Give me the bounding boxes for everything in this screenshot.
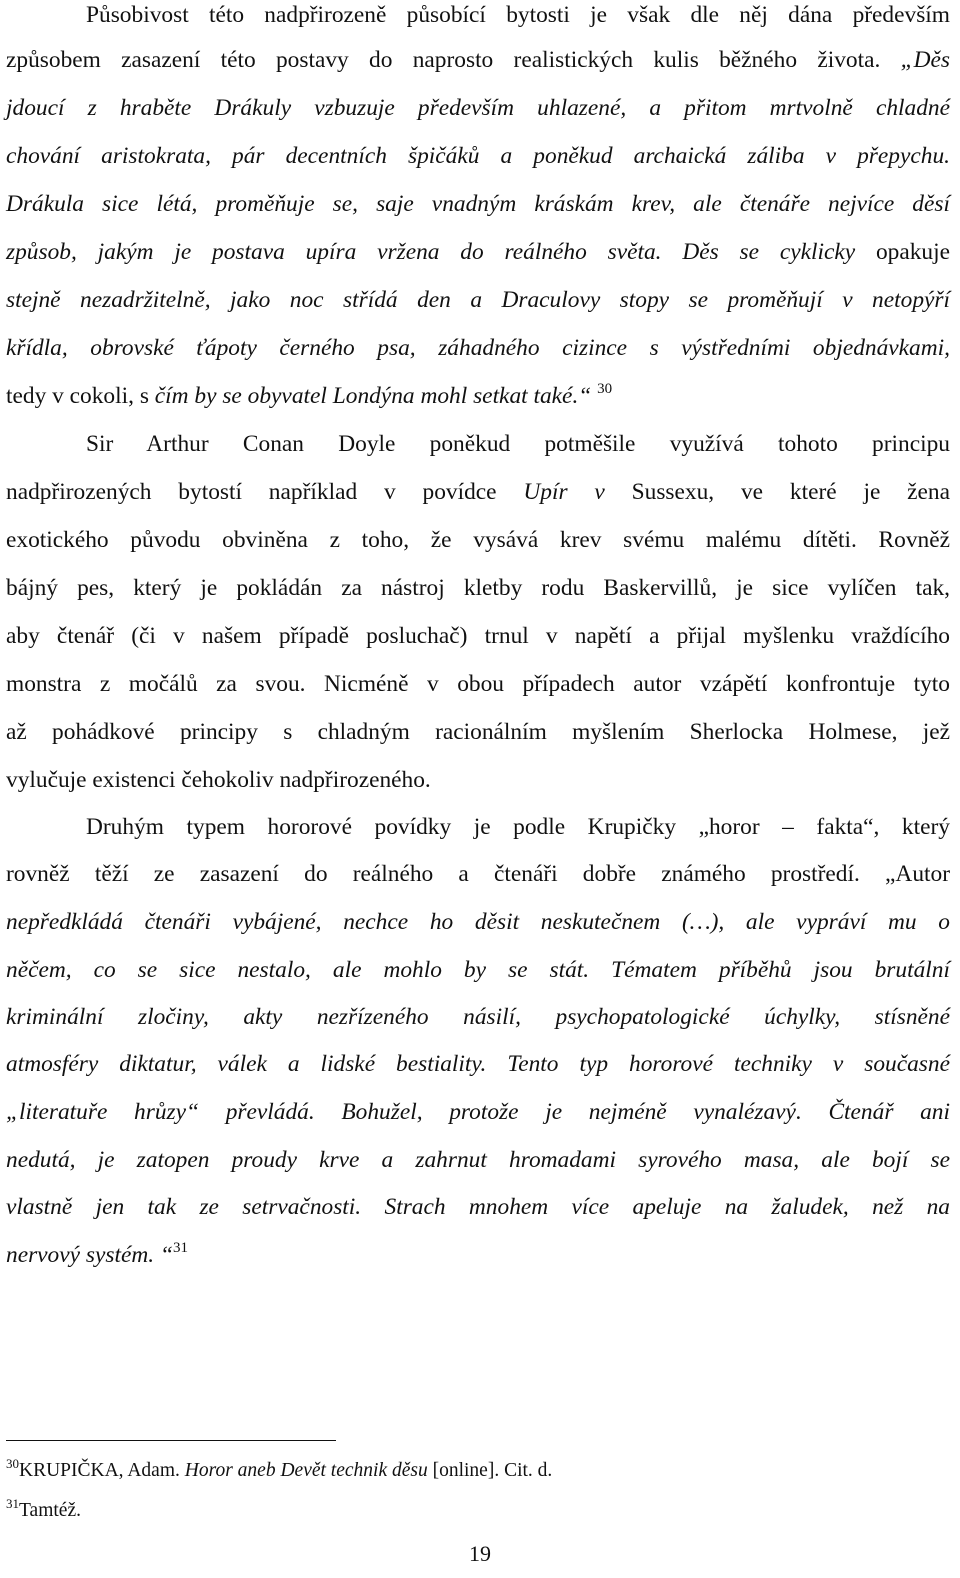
text-line	[6, 859, 950, 889]
text-run: exotického původu obviněna z toho, že vysává krev svému malému dítěti. Rovněž	[6, 527, 950, 553]
quote-run: chování aristokrata, pár decentních špičáků a poněkud archaická záliba v přepychu.	[6, 143, 950, 169]
text-run: způsobem zasazení této postavy do naprosto realistických kulis běžného života.	[6, 47, 901, 73]
text-line	[6, 0, 950, 30]
text-run: až pohádkové principy s chladným racionálním myšlením Sherlocka Holmese, jež	[6, 719, 950, 745]
quote-run: „Děs	[900, 47, 950, 73]
text-run: Druhým typem hororové povídky je podle Krupičky „horor – fakta“, který	[86, 814, 950, 840]
text-line	[6, 381, 950, 414]
quote-run: stejně nezadržitelně, jako noc střídá den a Draculovy stopy se proměňují v netopýří	[6, 287, 950, 313]
story-title: Upír v	[523, 479, 605, 505]
footnote-31	[6, 1496, 81, 1524]
quote-run: něčem, co se sice nestalo, ale mohlo by se stát. Tématem příběhů jsou brutální	[6, 957, 950, 983]
quote-run: nepředkládá čtenáři vybájené, nechce ho děsit neskutečnem (…), ale vypráví mu o	[6, 909, 950, 935]
closing-quote: “	[578, 383, 592, 409]
text-line	[6, 189, 950, 219]
text-line	[6, 237, 950, 267]
quote-run: „literatuře hrůzy“ převládá. Bohužel, protože je nejméně vynalézavý. Čtenář ani	[6, 1099, 950, 1125]
text-line	[6, 285, 950, 315]
text-line	[6, 141, 950, 171]
footnote-number: 30	[6, 1456, 19, 1471]
quote-run: čím by se obyvatel Londýna mohl setkat také.	[154, 383, 579, 409]
quote-run: nervový systém.	[6, 1242, 155, 1268]
quote-run: Drákula sice létá, proměňuje se, saje vnadným kráskám krev, ale čtenáře nejvíce děsí	[6, 191, 950, 217]
footnote-source: [online]. Cit. d.	[427, 1460, 553, 1481]
text-line	[6, 955, 950, 985]
closing-quote: “	[159, 1242, 173, 1268]
footnote-30	[6, 1456, 553, 1484]
text-run: Sir Arthur Conan Doyle poněkud potměšile využívá tohoto principu	[86, 431, 950, 457]
text-line	[6, 765, 950, 795]
text-line	[6, 525, 950, 555]
text-line	[6, 93, 950, 123]
footnote-author: KRUPIČKA, Adam.	[19, 1460, 185, 1481]
text-line	[6, 717, 950, 747]
text-line	[6, 477, 950, 507]
quote-run: kriminální zločiny, akty nezřízeného násilí, psychopatologické úchylky, stísněné	[6, 1004, 950, 1030]
footnote-number: 31	[6, 1496, 19, 1511]
text-line	[6, 429, 950, 459]
footnote-reference-31: 31	[172, 1240, 188, 1256]
text-run: opakuje	[875, 239, 950, 265]
text-run: aby čtenář (či v našem případě posluchač) trnul v napětí a přijal myšlenku vraždícího	[6, 623, 950, 649]
text-run: rovněž těží ze zasazení do reálného a čtenáři dobře známého prostředí.	[6, 861, 886, 887]
page-number: 19	[469, 1541, 491, 1566]
quote-run: jdoucí z hraběte Drákuly vzbuzuje především uhlazené, a přitom mrtvolně chladné	[6, 95, 950, 121]
text-run: nadpřirozených bytostí například v povídce	[6, 479, 524, 505]
text-line	[6, 1145, 950, 1175]
footnote-reference-30: 30	[597, 381, 613, 397]
text-line	[6, 621, 950, 651]
footnote-separator	[6, 1440, 336, 1441]
text-line	[6, 333, 950, 363]
text-line	[6, 812, 950, 842]
text-run: vylučuje existenci čehokoliv nadpřirozeného.	[6, 767, 431, 793]
text-line	[6, 669, 950, 699]
quote-run: „Autor	[885, 861, 950, 887]
footnote-title: Horor aneb Devět technik děsu	[184, 1460, 428, 1481]
text-line	[6, 1002, 950, 1032]
quote-run: nedutá, je zatopen proudy krve a zahrnut hromadami syrového masa, ale bojí se	[6, 1147, 950, 1173]
text-run: tedy v cokoli, s	[6, 383, 155, 409]
text-line	[6, 573, 950, 603]
quote-run: křídla, obrovské ťápoty černého psa, záhadného cizince s výstředními objednávkami,	[6, 335, 950, 361]
text-line	[6, 1097, 950, 1127]
text-run: Sussexu, ve které je žena	[604, 479, 950, 505]
footnote-text: Tamtéž.	[19, 1500, 81, 1521]
text-line	[6, 1049, 950, 1079]
text-line	[6, 1192, 950, 1222]
text-line	[6, 45, 950, 75]
quote-run: způsob, jakým je postava upíra vržena do reálného světa. Děs se cyklicky	[6, 239, 876, 265]
text-run: bájný pes, který je pokládán za nástroj kletby rodu Baskervillů, je sice vylíčen tak,	[6, 575, 950, 601]
quote-run: vlastně jen tak ze setrvačnosti. Strach mnohem více apeluje na žaludek, než na	[6, 1194, 950, 1220]
text-line	[6, 1240, 950, 1273]
quote-run: atmosféry diktatur, válek a lidské bestiality. Tento typ hororové techniky v současné	[6, 1051, 950, 1077]
text-run: Působivost této nadpřirozeně působící bytosti je však dle něj dána především	[86, 2, 950, 28]
text-run: monstra z močálů za svou. Nicméně v obou případech autor vzápětí konfrontuje tyto	[6, 671, 950, 697]
text-line	[6, 907, 950, 937]
